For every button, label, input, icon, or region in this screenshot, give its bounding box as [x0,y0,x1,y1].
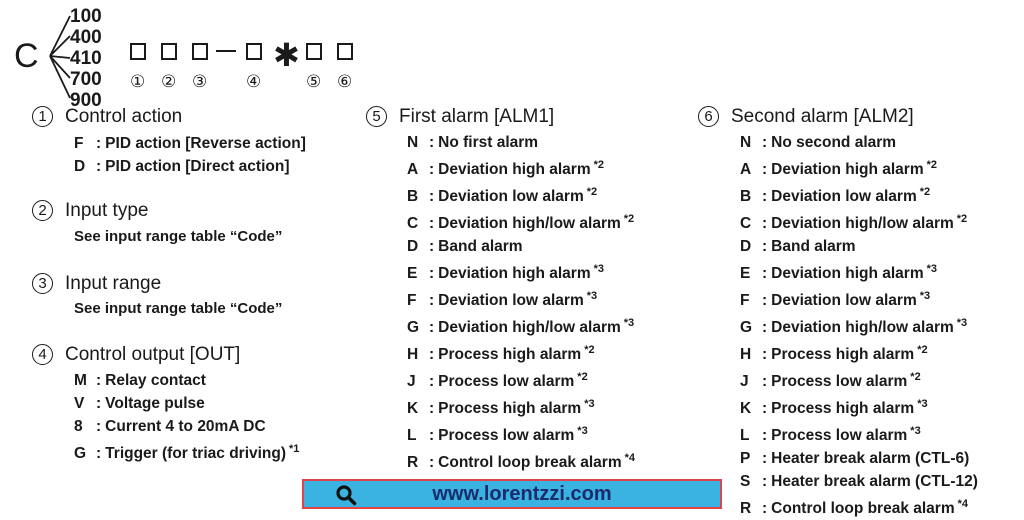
option-key: H [407,346,419,363]
option-text: Trigger (for triac driving) [105,445,287,462]
option-key: 8 [74,418,83,435]
option-key: M [74,372,87,389]
option-text: Process high alarm [771,400,915,417]
option-footnote: *2 [593,159,605,171]
option-text: Process high alarm [438,400,582,417]
option-text: Heater break alarm (CTL-6) [771,450,970,467]
option-row: K : Process high alarm $^{*3}$ [407,393,635,420]
option-row: A : Deviation high alarm $^{*2}$ [740,154,978,181]
option-row: A : Deviation high alarm $^{*2}$ [407,154,635,181]
option-key: A [407,161,419,178]
option-text: Deviation high/low alarm [438,319,621,336]
option-key: D [74,158,86,175]
section-title: Input range [65,273,162,294]
model-prefix: C [14,37,39,75]
search-url-link[interactable]: www.lorentzzi.com [432,483,612,505]
option-row: D : Band alarm [740,235,978,258]
code-box-1 [130,43,146,60]
option-row: N : No second alarm [740,131,978,154]
option-row: J : Process low alarm $^{*2}$ [740,366,978,393]
option-key: R [407,454,419,471]
section-number-badge: 4 [32,344,53,365]
option-footnote: *4 [957,498,969,510]
code-box-5 [306,43,322,60]
section-title: Input type [65,200,149,221]
model-branch-lines [48,10,72,102]
option-key: G [740,319,753,336]
first-alarm-options [407,131,635,474]
option-row: C : Deviation high/low alarm $^{*2}$ [740,208,978,235]
option-footnote: *2 [584,344,595,356]
option-text: Deviation low alarm [771,292,917,309]
position-number-6: ⑥ [337,72,353,91]
option-row: P : Heater break alarm (CTL-6) [740,447,978,470]
section-number-badge: 2 [32,200,53,221]
option-key: E [407,265,418,282]
option-key: F [740,292,750,309]
option-key: D [407,238,419,255]
option-text: Process high alarm [438,346,582,363]
model-list [70,6,102,111]
option-text: Process low alarm [771,373,908,390]
option-row: D : PID action [Direct action] [74,155,306,178]
option-key: L [740,427,750,444]
option-key: S [740,473,751,490]
option-row: K : Process high alarm $^{*3}$ [740,393,978,420]
option-text: Deviation high/low alarm [771,319,954,336]
control-action-options [74,132,306,178]
option-row: C : Deviation high/low alarm $^{*2}$ [407,208,635,235]
option-footnote: *3 [910,425,921,437]
option-key: G [407,319,420,336]
section-number-badge: 1 [32,106,53,127]
section-title: Control action [65,106,183,127]
option-footnote: *3 [917,398,928,410]
section-number-badge: 6 [698,106,719,127]
option-text: Deviation high alarm [438,265,591,282]
option-row: V : Voltage pulse [74,392,299,415]
option-text: Deviation low alarm [438,188,584,205]
section-first-alarm-heading [366,105,554,129]
code-box-3 [192,43,208,60]
code-box-6 [337,43,353,60]
position-number-2: ② [161,72,177,91]
model-700: 700 [70,69,102,90]
option-row: L : Process low alarm $^{*3}$ [740,420,978,447]
option-key: V [74,395,85,412]
option-text: No second alarm [771,134,897,151]
option-text: Deviation high/low alarm [438,215,621,232]
option-key: J [407,373,416,390]
option-text: Process low alarm [438,427,575,444]
option-text: Band alarm [771,238,856,255]
option-footnote: *3 [956,317,968,329]
option-key: N [740,134,752,151]
option-key: P [740,450,751,467]
option-row: B : Deviation low alarm $^{*2}$ [407,181,635,208]
option-row: F : PID action [Reverse action] [74,132,306,155]
code-box-2 [161,43,177,60]
option-row: F : Deviation low alarm $^{*3}$ [407,285,635,312]
option-footnote: *2 [956,213,968,225]
option-text: Process low alarm [438,373,575,390]
input-type-note: See input range table “Code” [74,228,283,245]
option-row: 8 : Current 4 to 20mA DC [74,415,299,438]
section-control-output-heading [32,343,240,367]
option-key: R [740,500,752,517]
model-100: 100 [70,6,102,27]
option-text: Current 4 to 20mA DC [105,418,266,435]
option-row: E : Deviation high alarm $^{*3}$ [740,258,978,285]
code-star: ✱ [273,37,300,73]
option-row: M : Relay contact [74,369,299,392]
option-text: Control loop break alarm [771,500,955,517]
option-text: PID action [Reverse action] [105,135,306,152]
option-footnote: *2 [577,371,588,383]
option-footnote: *3 [584,398,595,410]
option-footnote: *2 [917,344,928,356]
option-footnote: *1 [289,443,300,455]
option-footnote: *2 [586,186,598,198]
option-footnote: *4 [624,452,636,464]
model-410: 410 [70,48,102,69]
option-row: F : Deviation low alarm $^{*3}$ [740,285,978,312]
section-number-badge: 5 [366,106,387,127]
option-row: J : Process low alarm $^{*2}$ [407,366,635,393]
option-text: Deviation high alarm [438,161,591,178]
option-row: L : Process low alarm $^{*3}$ [407,420,635,447]
option-key: F [74,135,84,152]
option-footnote: *3 [919,290,931,302]
option-text: Band alarm [438,238,523,255]
input-range-note: See input range table “Code” [74,300,283,317]
position-number-3: ③ [192,72,208,91]
position-number-1: ① [130,72,146,91]
section-title: Second alarm [ALM2] [731,106,914,127]
option-text: Heater break alarm (CTL-12) [771,473,978,490]
option-footnote: *2 [910,371,921,383]
option-key: L [407,427,417,444]
option-key: N [407,134,419,151]
position-number-5: ⑤ [306,72,322,91]
position-number-4: ④ [246,72,262,91]
section-input-type-heading [32,199,148,223]
section-number-badge: 3 [32,273,53,294]
code-box-4 [246,43,262,60]
option-text: Deviation high alarm [771,161,924,178]
option-text: Deviation high/low alarm [771,215,954,232]
model-900: 900 [70,90,102,111]
option-row: G : Deviation high/low alarm $^{*3}$ [740,312,978,339]
option-key: H [740,346,752,363]
option-key: B [740,188,752,205]
option-text: Process high alarm [771,346,915,363]
option-row: N : No first alarm [407,131,635,154]
section-title: First alarm [ALM1] [399,106,555,127]
section-input-range-heading [32,272,161,296]
option-row: H : Process high alarm $^{*2}$ [740,339,978,366]
option-text: Voltage pulse [105,395,205,412]
option-row: H : Process high alarm $^{*2}$ [407,339,635,366]
option-row: G : Deviation high/low alarm $^{*3}$ [407,312,635,339]
option-key: K [407,400,419,417]
section-control-action-heading [32,105,182,129]
section-title: Control output [OUT] [65,344,241,365]
option-key: G [74,445,87,462]
option-text: Deviation high alarm [771,265,924,282]
option-key: E [740,265,751,282]
option-text: No first alarm [438,134,539,151]
control-output-options [74,369,299,465]
option-text: Process low alarm [771,427,908,444]
section-second-alarm-heading [698,105,914,129]
option-key: A [740,161,752,178]
option-row: G : Trigger (for triac driving) $^{*1}$ [74,438,299,465]
option-key: D [740,238,752,255]
option-key: J [740,373,749,390]
option-footnote: *3 [926,263,938,275]
option-key: B [407,188,419,205]
option-row: D : Band alarm [407,235,635,258]
option-text: Deviation low alarm [771,188,917,205]
option-key: K [740,400,752,417]
option-text: Control loop break alarm [438,454,622,471]
option-text: Relay contact [105,372,206,389]
option-row: E : Deviation high alarm $^{*3}$ [407,258,635,285]
option-text: Deviation low alarm [438,292,584,309]
option-row: R : Control loop break alarm $^{*4}$ [740,493,978,520]
second-alarm-options [740,131,978,520]
model-400: 400 [70,27,102,48]
option-text: PID action [Direct action] [105,158,290,175]
option-row: B : Deviation low alarm $^{*2}$ [740,181,978,208]
code-dash [216,50,236,52]
option-key: C [407,215,419,232]
option-footnote: *3 [586,290,598,302]
option-row: R : Control loop break alarm $^{*4}$ [407,447,635,474]
option-key: F [407,292,417,309]
option-footnote: *3 [623,317,635,329]
option-footnote: *2 [919,186,931,198]
option-footnote: *2 [623,213,635,225]
option-row: S : Heater break alarm (CTL-12) [740,470,978,493]
option-footnote: *3 [593,263,605,275]
option-footnote: *3 [577,425,588,437]
option-footnote: *2 [926,159,938,171]
option-key: C [740,215,752,232]
